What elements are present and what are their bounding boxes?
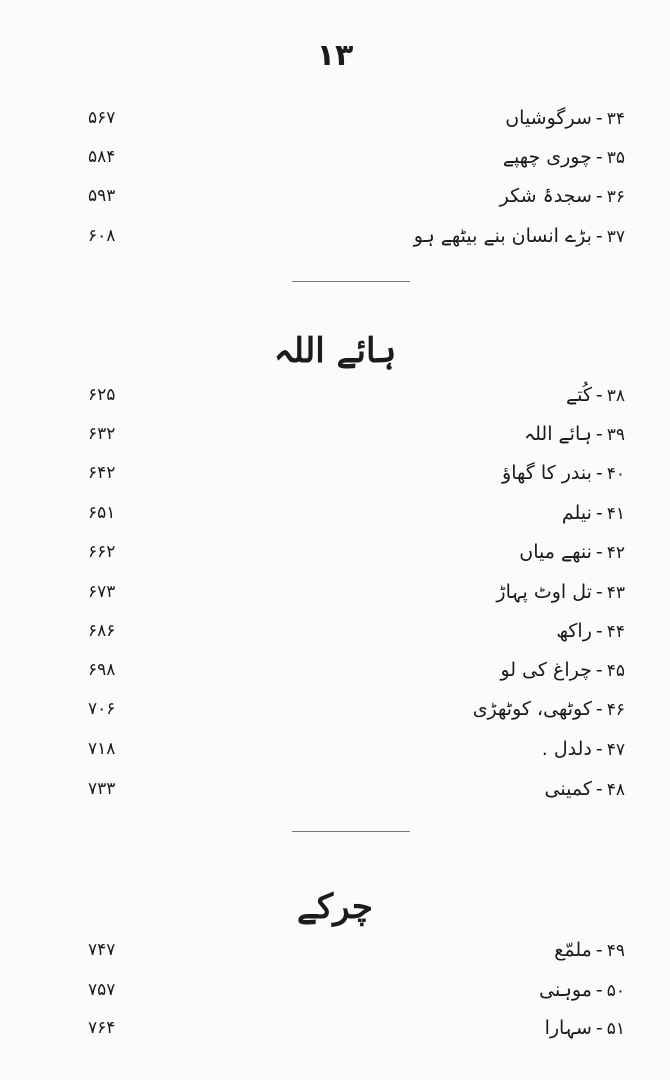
entry-page: ۶۰۸ [88,226,116,246]
toc-entry[interactable] [0,218,670,254]
toc-entry[interactable] [0,534,670,570]
entry-page: ۶۴۲ [88,463,116,483]
entry-number: ۴۰ [606,464,625,484]
entry-title-wrap: ۴۶-کوٹھی، کوٹھڑی [472,698,625,720]
entry-title: نیلم [561,502,592,524]
entry-title-wrap: ۴۷-دلدل . [541,738,625,760]
section-heading: چرکے [297,887,373,927]
entry-number: ۳۹ [606,425,625,445]
entry-number: ۳۸ [606,386,625,406]
entry-number: ۳۶ [606,187,625,207]
entry-title-wrap: ۳۷-بڑے انسان بنے بیٹھے ہو [413,225,625,247]
entry-title: راکھ [556,620,592,642]
toc-entry[interactable] [0,731,670,767]
entry-number: ۴۳ [606,583,625,603]
entry-number: ۵۱ [606,1019,625,1039]
section-divider [292,281,410,282]
entry-page: ۷۴۷ [88,940,116,960]
toc-entry[interactable] [0,100,670,136]
toc-entry[interactable] [0,972,670,1008]
entry-title-wrap: ۴۰-بندر کا گھاؤ [502,462,625,484]
entry-title: ہائے اللہ [524,423,592,445]
entry-number: ۴۷ [606,740,625,760]
entry-page: ۶۹۸ [88,660,116,680]
entry-number: ۴۴ [606,622,625,642]
entry-number: ۴۸ [606,780,625,800]
entry-title-wrap: ۵۰-موہنی [539,979,625,1001]
entry-title-wrap: ۳۹-ہائے اللہ [524,423,625,445]
entry-title: تل اوٹ پہاڑ [496,581,592,603]
entry-page: ۶۳۲ [88,424,116,444]
entry-number: ۴۵ [606,661,625,681]
entry-title: دلدل . [541,738,592,760]
entry-title: ملمّع [554,939,592,961]
toc-entry[interactable] [0,1010,670,1046]
toc-entry[interactable] [0,932,670,968]
entry-title-wrap: ۴۸-کمینی [544,778,625,800]
entry-title-wrap: ۴۵-چراغ کی لو [500,659,625,681]
entry-title: بڑے انسان بنے بیٹھے ہو [413,225,592,247]
toc-entry[interactable] [0,139,670,175]
entry-title: کوٹھی، کوٹھڑی [472,698,592,720]
entry-page: ۵۹۳ [88,186,116,206]
entry-title: کمینی [544,778,592,800]
entry-title: بندر کا گھاؤ [502,462,592,484]
entry-page: ۷۰۶ [88,699,116,719]
entry-page: ۶۷۳ [88,582,116,602]
entry-number: ۴۲ [606,543,625,563]
section-heading: ہائے اللہ [273,331,397,371]
entry-title-wrap: ۳۶-سجدۂ شکر [499,185,625,207]
entry-title-wrap: ۴۹-ملمّع [554,939,625,961]
entry-number: ۳۵ [606,148,625,168]
entry-title: ننھے میاں [519,541,592,563]
toc-entry[interactable] [0,495,670,531]
toc-entry[interactable] [0,377,670,413]
entry-number: ۵۰ [606,981,625,1001]
entry-title-wrap: ۳۴-سرگوشیاں [505,107,625,129]
toc-entry[interactable] [0,416,670,452]
entry-page: ۷۵۷ [88,980,116,1000]
entry-title: سہارا [544,1017,592,1039]
entry-page: ۷۶۴ [88,1018,116,1038]
entry-title: موہنی [539,979,592,1001]
entry-page: ۵۸۴ [88,147,116,167]
entry-title-wrap: ۴۲-ننھے میاں [519,541,625,563]
entry-title: سرگوشیاں [505,107,592,129]
entry-title-wrap: ۳۵-چوری چھپے [502,146,625,168]
entry-title-wrap: ۵۱-سہارا [544,1017,625,1039]
entry-title: کُتے [565,384,592,406]
entry-page: ۶۵۱ [88,503,116,523]
toc-entry[interactable] [0,771,670,807]
toc-entry[interactable] [0,574,670,610]
toc-entry[interactable] [0,691,670,727]
page-number: ۱۳ [316,38,354,73]
toc-entry[interactable] [0,455,670,491]
entry-page: ۶۲۵ [88,385,116,405]
entry-number: ۳۴ [606,109,625,129]
entry-number: ۴۹ [606,941,625,961]
toc-entry[interactable] [0,178,670,214]
entry-title-wrap: ۴۱-نیلم [561,502,625,524]
entry-page: ۷۱۸ [88,739,116,759]
section-divider [292,831,410,832]
entry-title-wrap: ۴۴-راکھ [556,620,625,642]
entry-title: چراغ کی لو [500,659,592,681]
entry-page: ۷۳۳ [88,779,116,799]
entry-title-wrap: ۳۸-کُتے [565,384,625,406]
entry-title-wrap: ۴۳-تل اوٹ پہاڑ [496,581,625,603]
entry-number: ۴۶ [606,700,625,720]
entry-number: ۴۱ [606,504,625,524]
entry-page: ۶۶۲ [88,542,116,562]
entry-page: ۵۶۷ [88,108,116,128]
entry-title: سجدۂ شکر [499,185,592,207]
entry-page: ۶۸۶ [88,621,116,641]
entry-title: چوری چھپے [502,146,592,168]
toc-entry[interactable] [0,652,670,688]
entry-number: ۳۷ [606,227,625,247]
toc-entry[interactable] [0,613,670,649]
